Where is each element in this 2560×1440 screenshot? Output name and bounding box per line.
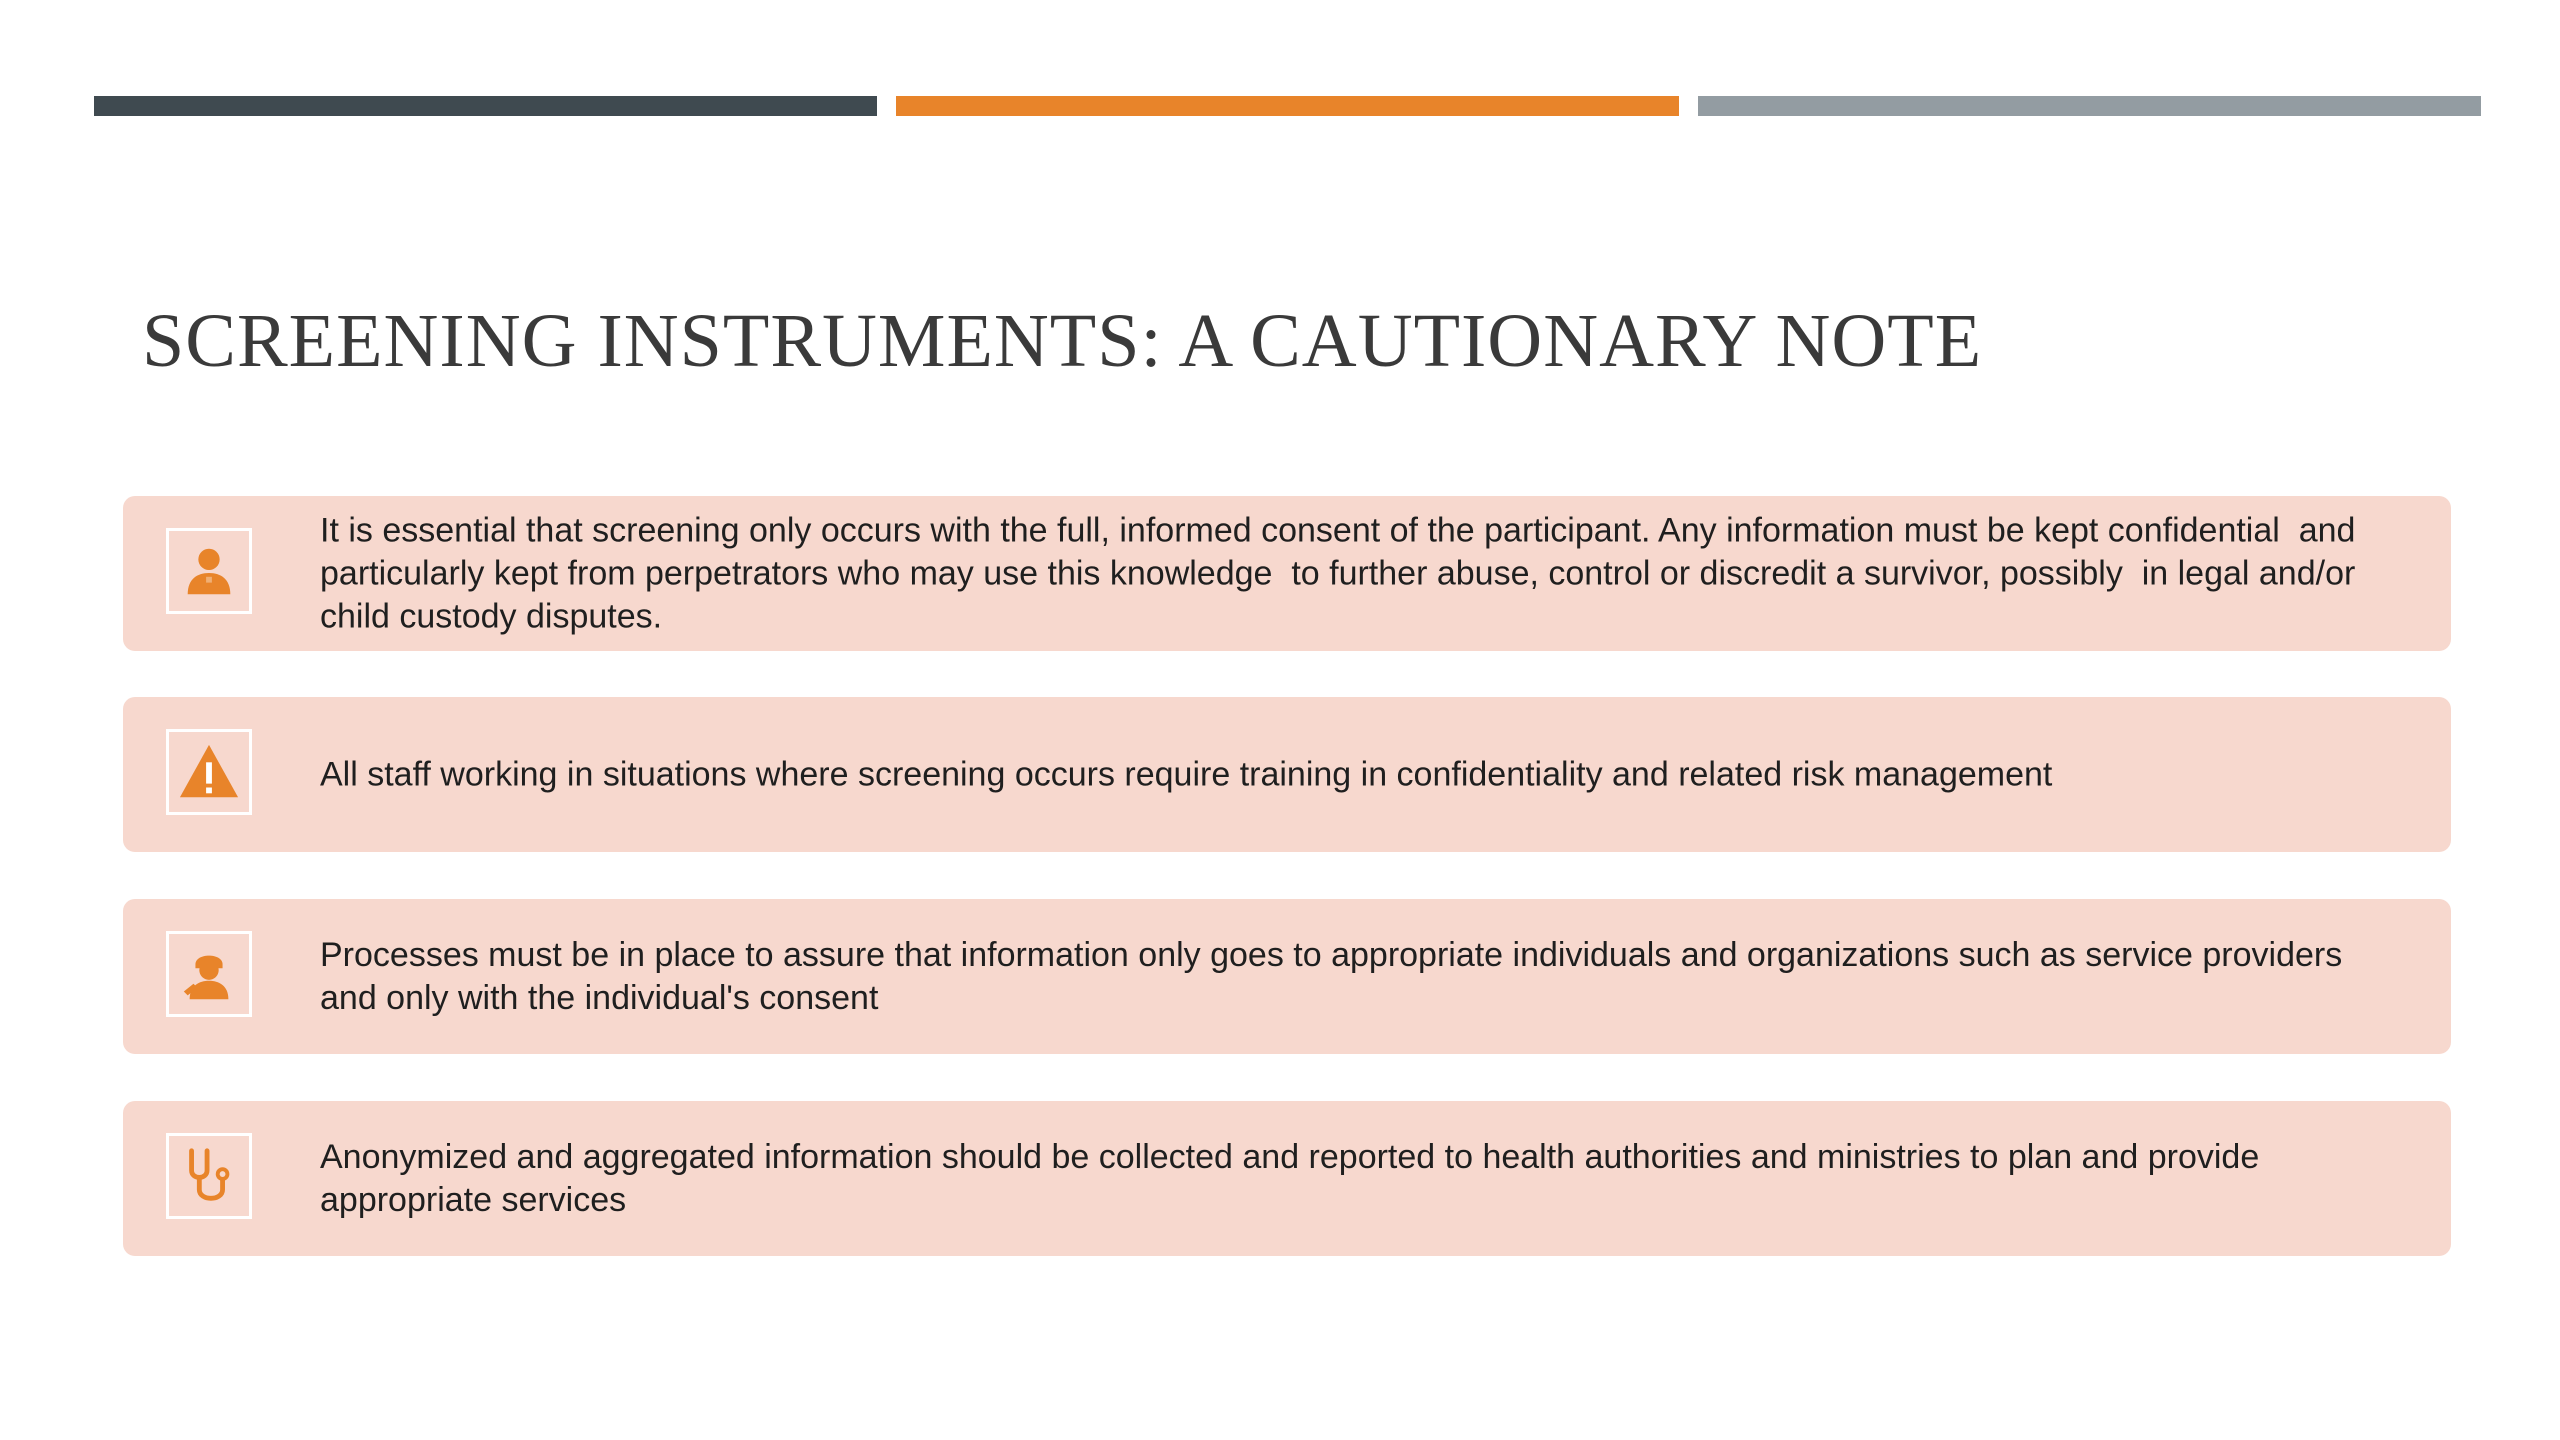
card-text: Processes must be in place to assure that information only goes to appropriate individuals and organizations such as service providers and only with the individual's consent <box>320 935 2352 1017</box>
person-icon <box>178 540 240 602</box>
slide-title: SCREENING INSTRUMENTS: A CAUTIONARY NOTE <box>142 299 1983 383</box>
card-text: Anonymized and aggregated information should be collected and reported to health authorities and ministries to plan and provide appropriate services <box>320 1137 2269 1219</box>
accent-bar-orange <box>896 96 1679 116</box>
warning-icon <box>178 741 240 803</box>
card-text: It is essential that screening only occurs with the full, informed consent of the participant. Any information must be kept confidential and particularly kept from perpetrators who may use this knowledge to further abuse, control or discredit a survivor, possibly in legal and/or child custody disputes. <box>320 511 2365 635</box>
icon-frame <box>166 931 252 1017</box>
card-training <box>123 697 2451 852</box>
card-text: All staff working in situations where screening occurs require training in confidentiality and related risk management <box>320 755 2053 793</box>
stethoscope-icon <box>178 1145 240 1207</box>
accent-bar-dark <box>94 96 877 116</box>
card-processes <box>123 899 2451 1054</box>
worker-icon <box>178 943 240 1005</box>
icon-frame <box>166 1133 252 1219</box>
card-consent <box>123 496 2451 651</box>
accent-bar-gray <box>1698 96 2481 116</box>
card-reporting <box>123 1101 2451 1256</box>
icon-frame <box>166 729 252 815</box>
icon-frame <box>166 528 252 614</box>
